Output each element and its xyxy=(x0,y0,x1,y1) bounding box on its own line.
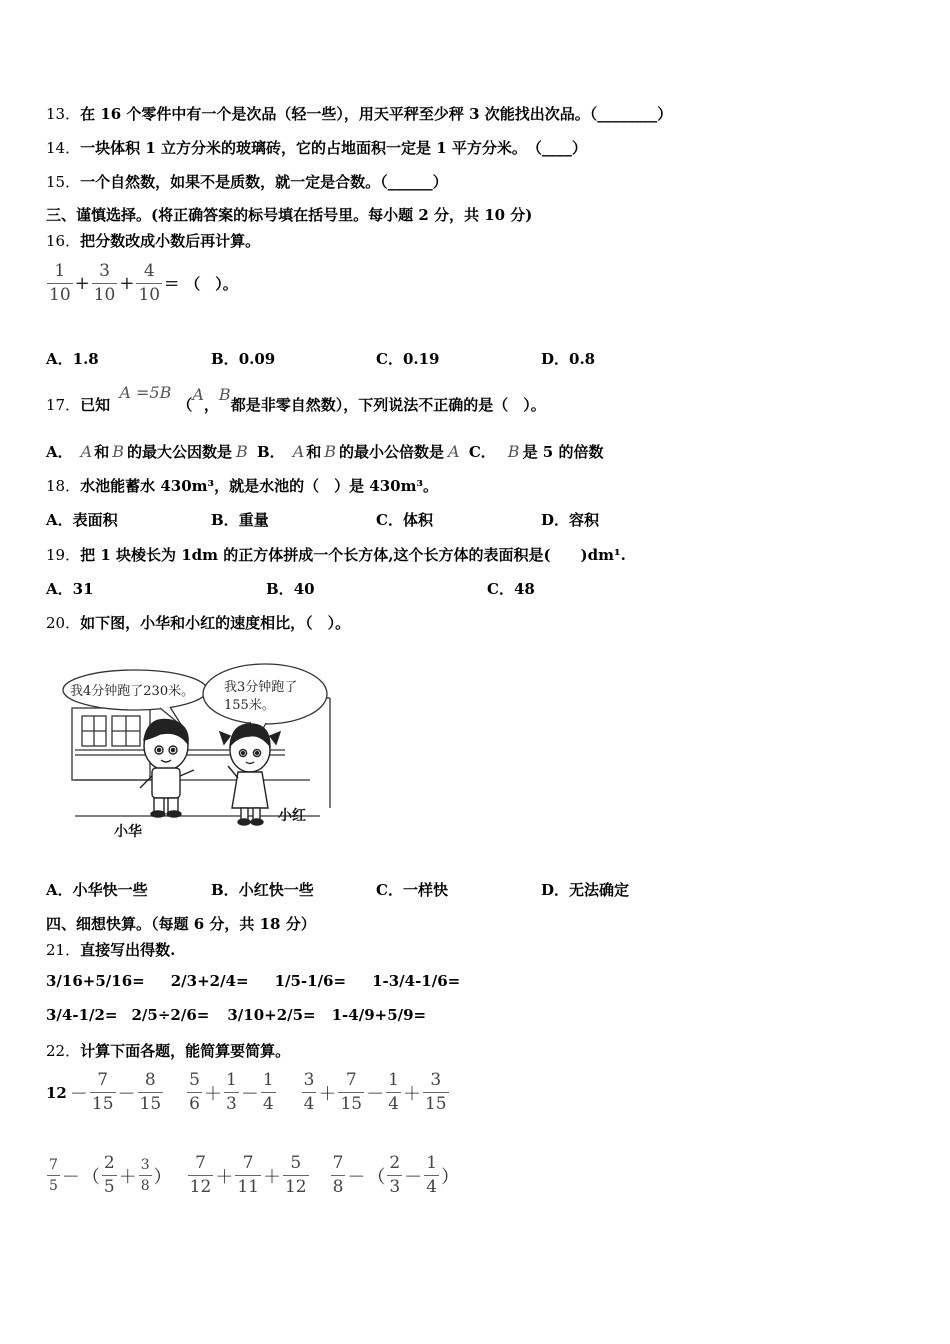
question-19 xyxy=(46,544,626,565)
question-number: 18． xyxy=(46,477,81,495)
option-a: A．31 xyxy=(46,580,94,598)
oral-calc-row-2: 3/4-1/2= 2/5÷2/6= 3/10+2/5= 1-4/9+5/9= xyxy=(46,1006,427,1024)
fraction: $\frac{1}{4}$ xyxy=(426,1153,438,1197)
option-b: B．40 xyxy=(266,580,315,598)
question-number: 13． xyxy=(46,105,81,123)
question-17-options: A． A 和 B 的最大公因数是 B B． A 和 B 的最小公倍数是 A C． B 是 5 的倍数 xyxy=(46,442,604,461)
boy-figure xyxy=(140,719,194,817)
speed-comparison-illustration xyxy=(60,658,350,848)
question-text: 一块体积 1 立方分米的玻璃砖，它的占地面积一定是 1 平方分米。 （____） xyxy=(80,139,587,157)
fraction: $\frac{5}{12}$ xyxy=(284,1153,307,1197)
fraction: $\frac{2}{3}$ xyxy=(389,1153,401,1197)
question-text: 把 1 块棱长为 1dm 的正方体拼成一个长方体,这个长方体的表面积是( )dm¹. xyxy=(80,546,626,564)
question-number: 19． xyxy=(46,546,81,564)
question-text: 水池能蓄水 430m³，就是水池的（ ）是 430m³。 xyxy=(80,477,439,495)
option-a: A．小华快一些 xyxy=(46,881,148,899)
fraction: $\frac{7}{15}$ xyxy=(91,1070,114,1114)
bubble-right-text-2: 155米。 xyxy=(224,698,275,713)
question-text: 计算下面各题，能简算要简算。 xyxy=(80,1042,291,1060)
calc-row-1: 12 － $\frac{7}{15}$ － $\frac{8}{15}$ $\frac{5}{6}$ ＋ $\frac{1}{3}$ － $\frac{1}{4}$ $\frac{3}{4}$ ＋ $\frac{7}{15}$ － $\frac{1}{4}$ ＋ $\frac{3}{15}$ xyxy=(46,1070,447,1114)
question-number: 17． xyxy=(46,396,81,414)
option-c: C．0.19 xyxy=(376,350,440,368)
option-d: D．无法确定 xyxy=(541,881,630,899)
answer-blank: （ ）。 xyxy=(185,275,238,293)
question-text: 如下图，小华和小红的速度相比，（ ）。 xyxy=(80,614,351,632)
question-text: 直接写出得数. xyxy=(80,941,176,959)
question-13 xyxy=(46,103,672,124)
calc-row-2: $\frac{7}{5}$ － （ $\frac{2}{5}$ ＋ $\frac{3}{8}$ ） $\frac{7}{12}$ ＋ $\frac{7}{11}$ ＋ $\frac{5}{12}$ $\frac{7}{8}$ － （ $\frac{2}{3}$ － $\frac{1}{4}$ ） xyxy=(49,1153,460,1197)
question-number: 21． xyxy=(46,941,81,959)
question-text: 把分数改成小数后再计算。 xyxy=(80,232,261,250)
question-number: 14． xyxy=(46,139,81,157)
fraction: $\frac{7}{8}$ xyxy=(332,1153,344,1197)
fraction: $\frac{1}{10}$ xyxy=(49,261,71,305)
oral-calc-row-1: 3/16+5/16= 2/3+2/4= 1/5-1/6= 1-3/4-1/6= xyxy=(46,972,461,990)
option-b: B．小红快一些 xyxy=(211,881,314,899)
name-xiaohua: 小华 xyxy=(114,824,142,840)
option-d: D．容积 xyxy=(541,511,600,529)
option-c: C．48 xyxy=(487,580,535,598)
question-22 xyxy=(46,1040,290,1061)
fraction: $\frac{7}{11}$ xyxy=(237,1153,259,1197)
question-number: 20． xyxy=(46,614,81,632)
fraction: $\frac{3}{8}$ xyxy=(140,1157,150,1194)
fraction: $\frac{7}{5}$ xyxy=(49,1157,58,1194)
question-text: 在 16 个零件中有一个是次品（轻一些），用天平秤至少秤 3 次能找出次品。（________） xyxy=(80,105,673,123)
girl-figure xyxy=(220,724,280,825)
option-c: C．体积 xyxy=(376,511,433,529)
question-number: 15． xyxy=(46,173,81,191)
speech-bubble-left xyxy=(63,670,207,726)
fraction: $\frac{3}{10}$ xyxy=(93,261,116,305)
question-20 xyxy=(46,612,350,633)
question-16 xyxy=(46,230,260,251)
bubble-right-text-1: 我3分钟跑了 xyxy=(224,680,298,695)
fraction: $\frac{3}{15}$ xyxy=(424,1070,447,1114)
question-15 xyxy=(46,171,448,192)
option-b: B．0.09 xyxy=(211,350,276,368)
fraction: $\frac{5}{6}$ xyxy=(189,1070,200,1114)
option-b: B．重量 xyxy=(211,511,269,529)
fraction: $\frac{8}{15}$ xyxy=(139,1070,162,1114)
section-3-heading: 三、谨慎选择。(将正确答案的标号填在括号里。每小题 2 分，共 10 分) xyxy=(46,206,533,224)
fraction: $\frac{2}{5}$ xyxy=(103,1153,115,1197)
question-text: 一个自然数，如果不是质数，就一定是合数。（______） xyxy=(80,173,448,191)
name-xiaohong: 小红 xyxy=(278,808,306,824)
question-21 xyxy=(46,939,175,960)
fraction: $\frac{3}{4}$ xyxy=(303,1070,315,1114)
fraction: $\frac{7}{12}$ xyxy=(189,1153,212,1197)
fraction: $\frac{1}{4}$ xyxy=(262,1070,274,1114)
fraction: $\frac{7}{15}$ xyxy=(340,1070,363,1114)
option-a: A．表面积 xyxy=(46,511,118,529)
question-14 xyxy=(46,137,587,158)
question-18 xyxy=(46,475,438,496)
formula: A =5B xyxy=(119,383,172,402)
option-d: D．0.8 xyxy=(541,350,596,368)
bubble-left-text: 我4分钟跑了230米。 xyxy=(70,684,195,699)
option-c: C．一样快 xyxy=(376,881,448,899)
question-16-expression: $\frac{1}{10}$ + $\frac{3}{10}$ + $\frac{4}{10}$ = （ ）。 xyxy=(49,261,238,305)
fraction: $\frac{1}{4}$ xyxy=(388,1070,399,1114)
fraction: $\frac{1}{3}$ xyxy=(225,1070,237,1114)
question-17: 17．已知 A =5B（A，B都是非零自然数），下列说法不正确的是（ ）。 xyxy=(46,383,546,414)
question-number: 22． xyxy=(46,1042,81,1060)
question-number: 16． xyxy=(46,232,81,250)
fraction: $\frac{4}{10}$ xyxy=(138,261,161,305)
option-a: A．1.8 xyxy=(46,350,99,368)
section-4-heading: 四、细想快算。（每题 6 分，共 18 分） xyxy=(46,915,316,933)
speech-bubble-right xyxy=(203,664,327,738)
